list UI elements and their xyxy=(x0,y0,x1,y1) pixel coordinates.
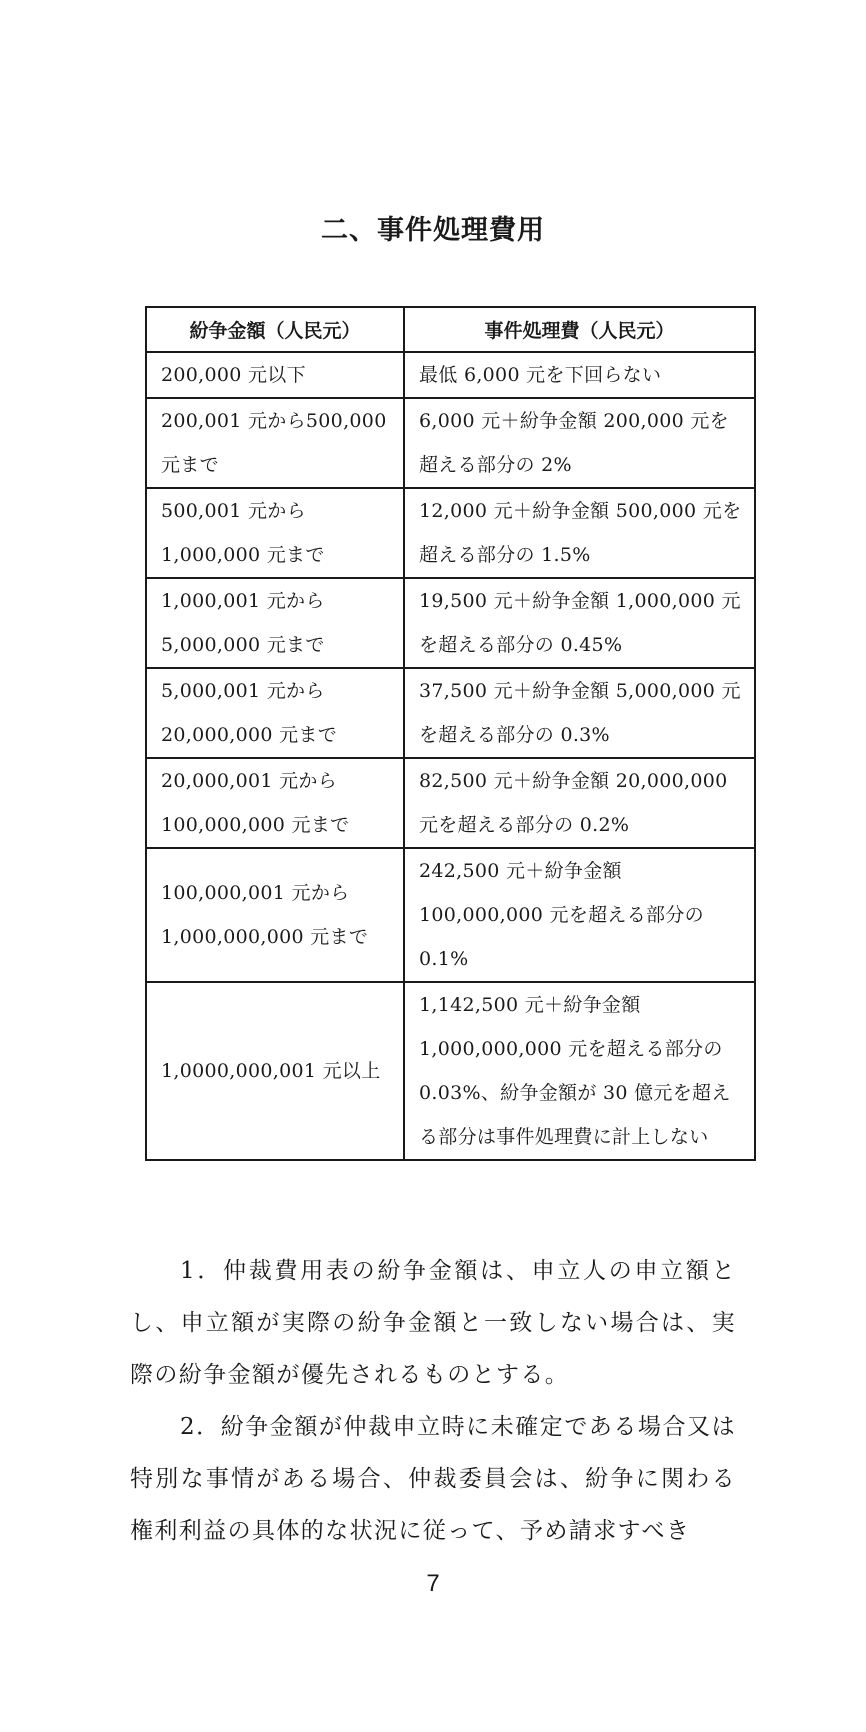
amount-cell: 5,000,001 元から20,000,000 元まで xyxy=(146,668,404,758)
fee-cell: 1,142,500 元＋紛争金額 1,000,000,000 元を超える部分の 0.03%、紛争金額が 30 億元を超える部分は事件処理費に計上しない xyxy=(404,982,755,1160)
fee-table xyxy=(145,306,756,1161)
section-title: 二、事件処理費用 xyxy=(321,215,545,246)
table-header-row xyxy=(146,307,755,352)
note-paragraph: 2．紛争金額が仲裁申立時に未確定である場合又は特別な事情がある場合、仲裁委員会は、紛争に関わる権利利益の具体的な状況に従って、予め請求すべき xyxy=(130,1414,736,1544)
table-row xyxy=(146,758,755,848)
table-row xyxy=(146,352,755,398)
amount-cell: 100,000,001 元から1,000,000,000 元まで xyxy=(146,848,404,982)
header-handling-fee: 事件処理費（人民元） xyxy=(404,307,755,352)
amount-cell: 1,0000,000,001 元以上 xyxy=(146,982,404,1160)
header-dispute-amount: 紛争金額（人民元） xyxy=(146,307,404,352)
table-row xyxy=(146,982,755,1160)
note-paragraph: 1．仲裁費用表の紛争金額は、申立人の申立額とし、申立額が実際の紛争金額と一致しない場合は、実際の紛争金額が優先されるものとする。 xyxy=(130,1258,736,1388)
fee-cell: 19,500 元＋紛争金額 1,000,000 元を超える部分の 0.45% xyxy=(404,578,755,668)
amount-cell: 1,000,001 元から5,000,000 元まで xyxy=(146,578,404,668)
fee-cell: 12,000 元＋紛争金額 500,000 元を超える部分の 1.5% xyxy=(404,488,755,578)
fee-cell: 6,000 元＋紛争金額 200,000 元を超える部分の 2% xyxy=(404,398,755,488)
fee-cell: 37,500 元＋紛争金額 5,000,000 元を超える部分の 0.3% xyxy=(404,668,755,758)
table-row xyxy=(146,398,755,488)
fee-cell: 82,500 元＋紛争金額 20,000,000 元を超える部分の 0.2% xyxy=(404,758,755,848)
table-row xyxy=(146,578,755,668)
fee-cell: 最低 6,000 元を下回らない xyxy=(404,352,755,398)
amount-cell: 200,000 元以下 xyxy=(146,352,404,398)
page-number: 7 xyxy=(426,1570,440,1597)
table-row xyxy=(146,848,755,982)
notes xyxy=(130,1245,736,1557)
amount-cell: 200,001 元から500,000 元まで xyxy=(146,398,404,488)
table-row xyxy=(146,668,755,758)
amount-cell: 500,001 元から1,000,000 元まで xyxy=(146,488,404,578)
amount-cell: 20,000,001 元から100,000,000 元まで xyxy=(146,758,404,848)
fee-cell: 242,500 元＋紛争金額 100,000,000 元を超える部分の 0.1% xyxy=(404,848,755,982)
table-row xyxy=(146,488,755,578)
